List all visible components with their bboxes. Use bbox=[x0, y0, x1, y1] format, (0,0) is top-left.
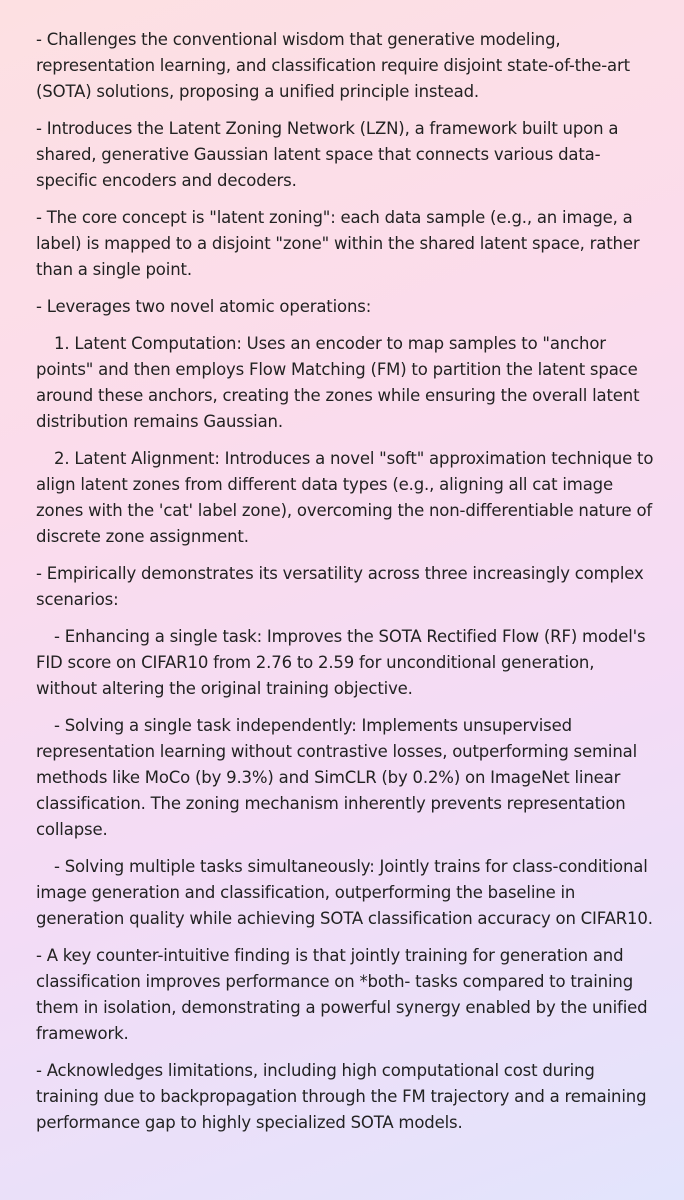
paragraph-challenges: - Challenges the conventional wisdom that generative modeling, representation learning, and classification require disjoint state-of-the-art (SOTA) solutions, proposing a unified principle instead. bbox=[36, 30, 630, 101]
paragraph-key-finding: - A key counter-intuitive finding is that jointly training for generation and classification improves performance on *both- tasks compared to training them in isolation, demonstrating a powerful synergy enabled by the unified framework. bbox=[36, 946, 648, 1043]
paragraph-atomic-operations: - Leverages two novel atomic operations: bbox=[36, 297, 372, 316]
paragraph-single-task-solve: - Solving a single task independently: Implements unsupervised representation learning without contrastive losses, outperforming seminal methods like MoCo (by 9.3%) and SimCLR (by 0.2%) on ImageNet linear classification. The zoning mechanism inherently prevents representation collapse. bbox=[36, 716, 638, 839]
paragraph-latent-zoning: - The core concept is "latent zoning": each data sample (e.g., an image, a label) is mapped to a disjoint "zone" within the shared latent space, rather than a single point. bbox=[36, 208, 640, 279]
summary-text bbox=[36, 27, 656, 1147]
paragraph-latent-computation: 1. Latent Computation: Uses an encoder to map samples to "anchor points" and then employs Flow Matching (FM) to partition the latent space around these anchors, creating the zones while ensuring the overall latent distribution remains Gaussian. bbox=[36, 334, 640, 431]
paragraph-single-task-enhance: - Enhancing a single task: Improves the SOTA Rectified Flow (RF) model's FID score on CIFAR10 from 2.76 to 2.59 for unconditional generation, without altering the original training objective. bbox=[36, 627, 646, 698]
paragraph-lzn-intro: - Introduces the Latent Zoning Network (LZN), a framework built upon a shared, generative Gaussian latent space that connects various data-specific encoders and decoders. bbox=[36, 119, 619, 190]
paragraph-multiple-tasks: - Solving multiple tasks simultaneously: Jointly trains for class-conditional image generation and classification, outperforming the baseline in generation quality while achieving SOTA classification accuracy on CIFAR10. bbox=[36, 857, 653, 928]
paragraph-latent-alignment: 2. Latent Alignment: Introduces a novel "soft" approximation technique to align latent zones from different data types (e.g., aligning all cat image zones with the 'cat' label zone), overcoming the non-differentiable nature of discrete zone assignment. bbox=[36, 449, 654, 546]
paragraph-scenarios: - Empirically demonstrates its versatility across three increasingly complex scenarios: bbox=[36, 564, 644, 609]
paragraph-limitations: - Acknowledges limitations, including high computational cost during training due to backpropagation through the FM trajectory and a remaining performance gap to highly specialized SOTA models. bbox=[36, 1061, 647, 1132]
